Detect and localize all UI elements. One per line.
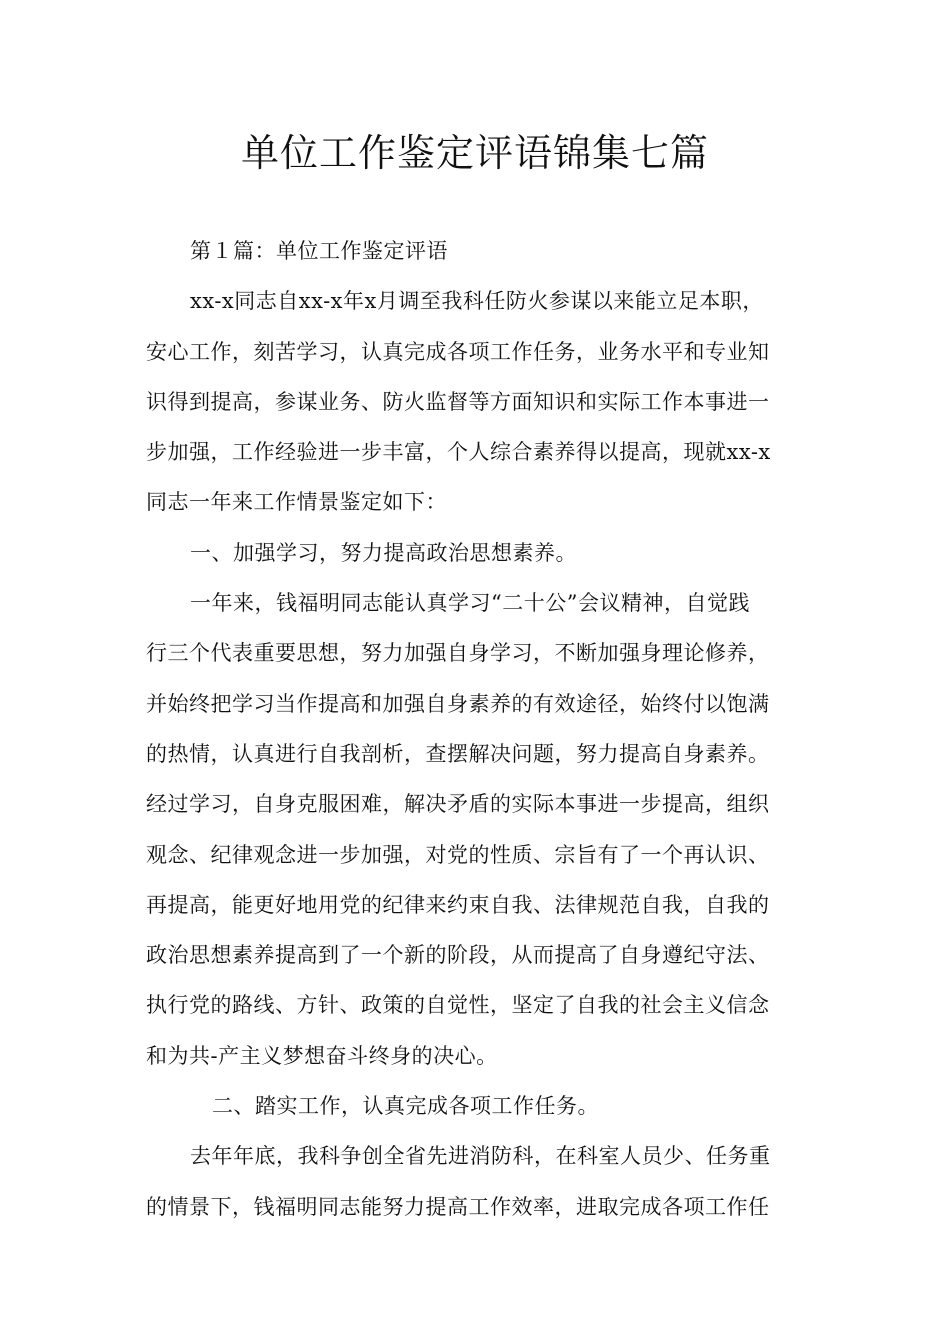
- paragraph-line: 的情景下，钱福明同志能努力提高工作效率，进取完成各项工作任: [146, 1194, 770, 1219]
- section-heading: 第１篇：单位工作鉴定评语: [190, 239, 448, 263]
- paragraph-line: 观念、纪律观念进一步加强，对党的性质、宗旨有了一个再认识、: [146, 842, 770, 867]
- paragraph-line: 安心工作，刻苦学习，认真完成各项工作任务，业务水平和专业知: [146, 339, 770, 364]
- paragraph-line: 去年年底，我科争创全省先进消防科，在科室人员少、任务重: [190, 1144, 771, 1169]
- document-title: 单位工作鉴定评语锦集七篇: [240, 131, 709, 175]
- paragraph-line: 一年来，钱福明同志能认真学习“二十公”会议精神，自觉践: [190, 591, 750, 616]
- paragraph-line: 和为共-产主义梦想奋斗终身的决心。: [146, 1043, 498, 1068]
- paragraph-line: 政治思想素养提高到了一个新的阶段，从而提高了自身遵纪守法、: [146, 943, 770, 968]
- paragraph-line: 的热情，认真进行自我剖析，查摆解决问题，努力提高自身素养。: [146, 741, 770, 766]
- paragraph-line: 再提高，能更好地用党的纪律来约束自我、法律规范自我，自我的: [146, 892, 770, 917]
- paragraph-line: 同志一年来工作情景鉴定如下：: [146, 490, 447, 515]
- paragraph-line: 行三个代表重要思想，努力加强自身学习，不断加强身理论修养，: [146, 641, 770, 666]
- paragraph-line: 经过学习，自身克服困难，解决矛盾的实际本事进一步提高，组织: [146, 792, 770, 817]
- subheading: 二、踏实工作，认真完成各项工作任务。: [212, 1094, 599, 1119]
- document-body: [146, 226, 808, 1232]
- paragraph-line: 步加强，工作经验进一步丰富，个人综合素养得以提高，现就xx-x: [146, 440, 771, 465]
- paragraph-line: 并始终把学习当作提高和加强自身素养的有效途径，始终付以饱满: [146, 691, 770, 716]
- paragraph-line: 执行党的路线、方针、政策的自觉性，坚定了自我的社会主义信念: [146, 993, 770, 1018]
- subheading: 一、加强学习，努力提高政治思想素养。: [190, 540, 577, 565]
- paragraph-line: xx-x同志自xx-x年x月调至我科任防火参谋以来能立足本职，: [190, 289, 764, 314]
- paragraph-line: 识得到提高，参谋业务、防火监督等方面知识和实际工作本事进一: [146, 389, 770, 414]
